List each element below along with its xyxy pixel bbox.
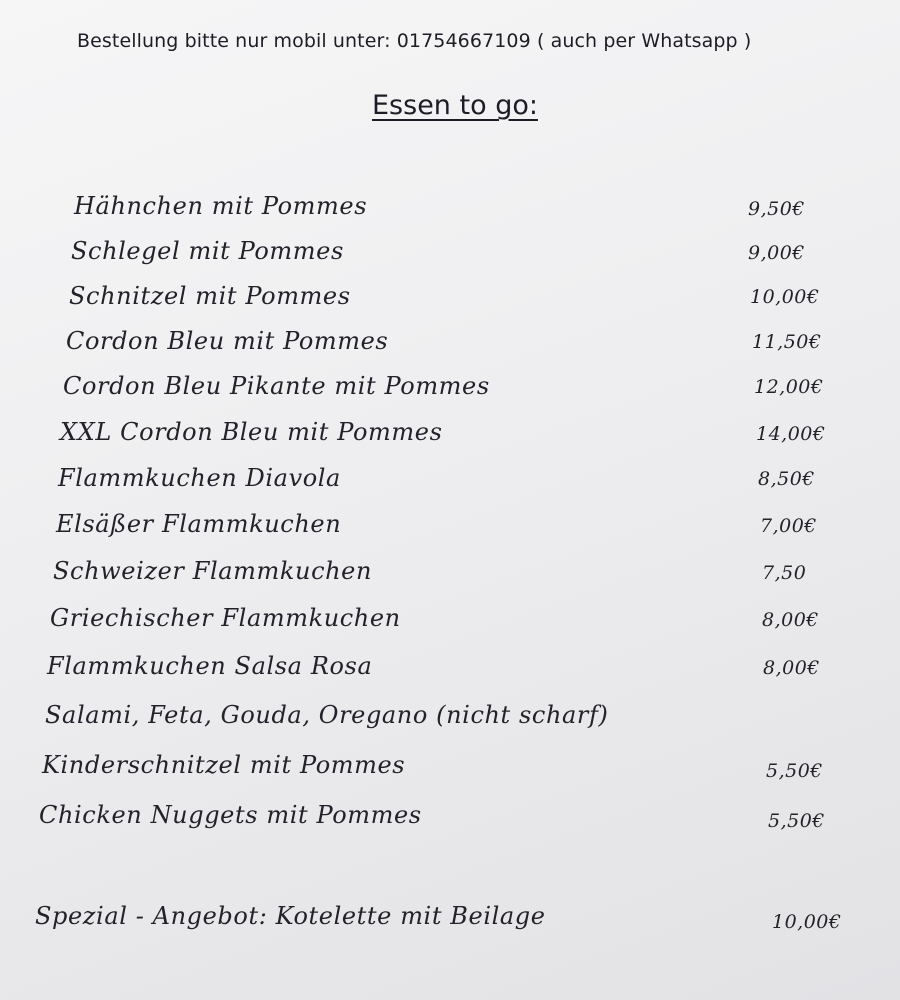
menu-item-name: Schweizer Flammkuchen bbox=[53, 557, 373, 585]
menu-item-name: Flammkuchen Diavola bbox=[58, 464, 341, 492]
menu-item-name: Flammkuchen Salsa Rosa bbox=[47, 652, 373, 680]
menu-item-price: 9,50€ bbox=[748, 198, 805, 220]
menu-item-name: Hähnchen mit Pommes bbox=[74, 192, 368, 220]
order-note: Bestellung bitte nur mobil unter: 01754667109 ( auch per Whatsapp ) bbox=[77, 30, 752, 52]
menu-item-name: Griechischer Flammkuchen bbox=[50, 604, 401, 632]
menu-item-price: 10,00€ bbox=[750, 286, 820, 308]
menu-item-name: Schlegel mit Pommes bbox=[71, 237, 344, 265]
menu-item-price: 8,50€ bbox=[758, 468, 815, 490]
menu-item-name: Elsäßer Flammkuchen bbox=[56, 510, 342, 538]
menu-item-name: Cordon Bleu Pikante mit Pommes bbox=[63, 372, 490, 400]
menu-item-price: 14,00€ bbox=[756, 423, 826, 445]
menu-item-description: Salami, Feta, Gouda, Oregano (nicht scharf) bbox=[45, 701, 609, 729]
menu-item-price: 5,50€ bbox=[766, 760, 823, 782]
menu-item-name: XXL Cordon Bleu mit Pommes bbox=[60, 418, 443, 446]
menu-item-name: Cordon Bleu mit Pommes bbox=[66, 327, 389, 355]
special-offer-name: Spezial - Angebot: Kotelette mit Beilage bbox=[35, 902, 546, 930]
menu-item-price: 11,50€ bbox=[752, 331, 822, 353]
special-offer-price: 10,00€ bbox=[772, 911, 842, 933]
menu-item-price: 7,00€ bbox=[760, 515, 817, 537]
menu-item-price: 7,50 bbox=[762, 562, 807, 584]
menu-item-price: 5,50€ bbox=[768, 810, 825, 832]
menu-item-price: 8,00€ bbox=[762, 609, 819, 631]
menu-item-price: 12,00€ bbox=[754, 376, 824, 398]
menu-item-price: 8,00€ bbox=[763, 657, 820, 679]
menu-item-name: Schnitzel mit Pommes bbox=[69, 282, 351, 310]
menu-item-name: Kinderschnitzel mit Pommes bbox=[42, 751, 406, 779]
menu-item-name: Chicken Nuggets mit Pommes bbox=[39, 801, 422, 829]
menu-item-price: 9,00€ bbox=[748, 242, 805, 264]
page-title: Essen to go: bbox=[372, 90, 538, 121]
